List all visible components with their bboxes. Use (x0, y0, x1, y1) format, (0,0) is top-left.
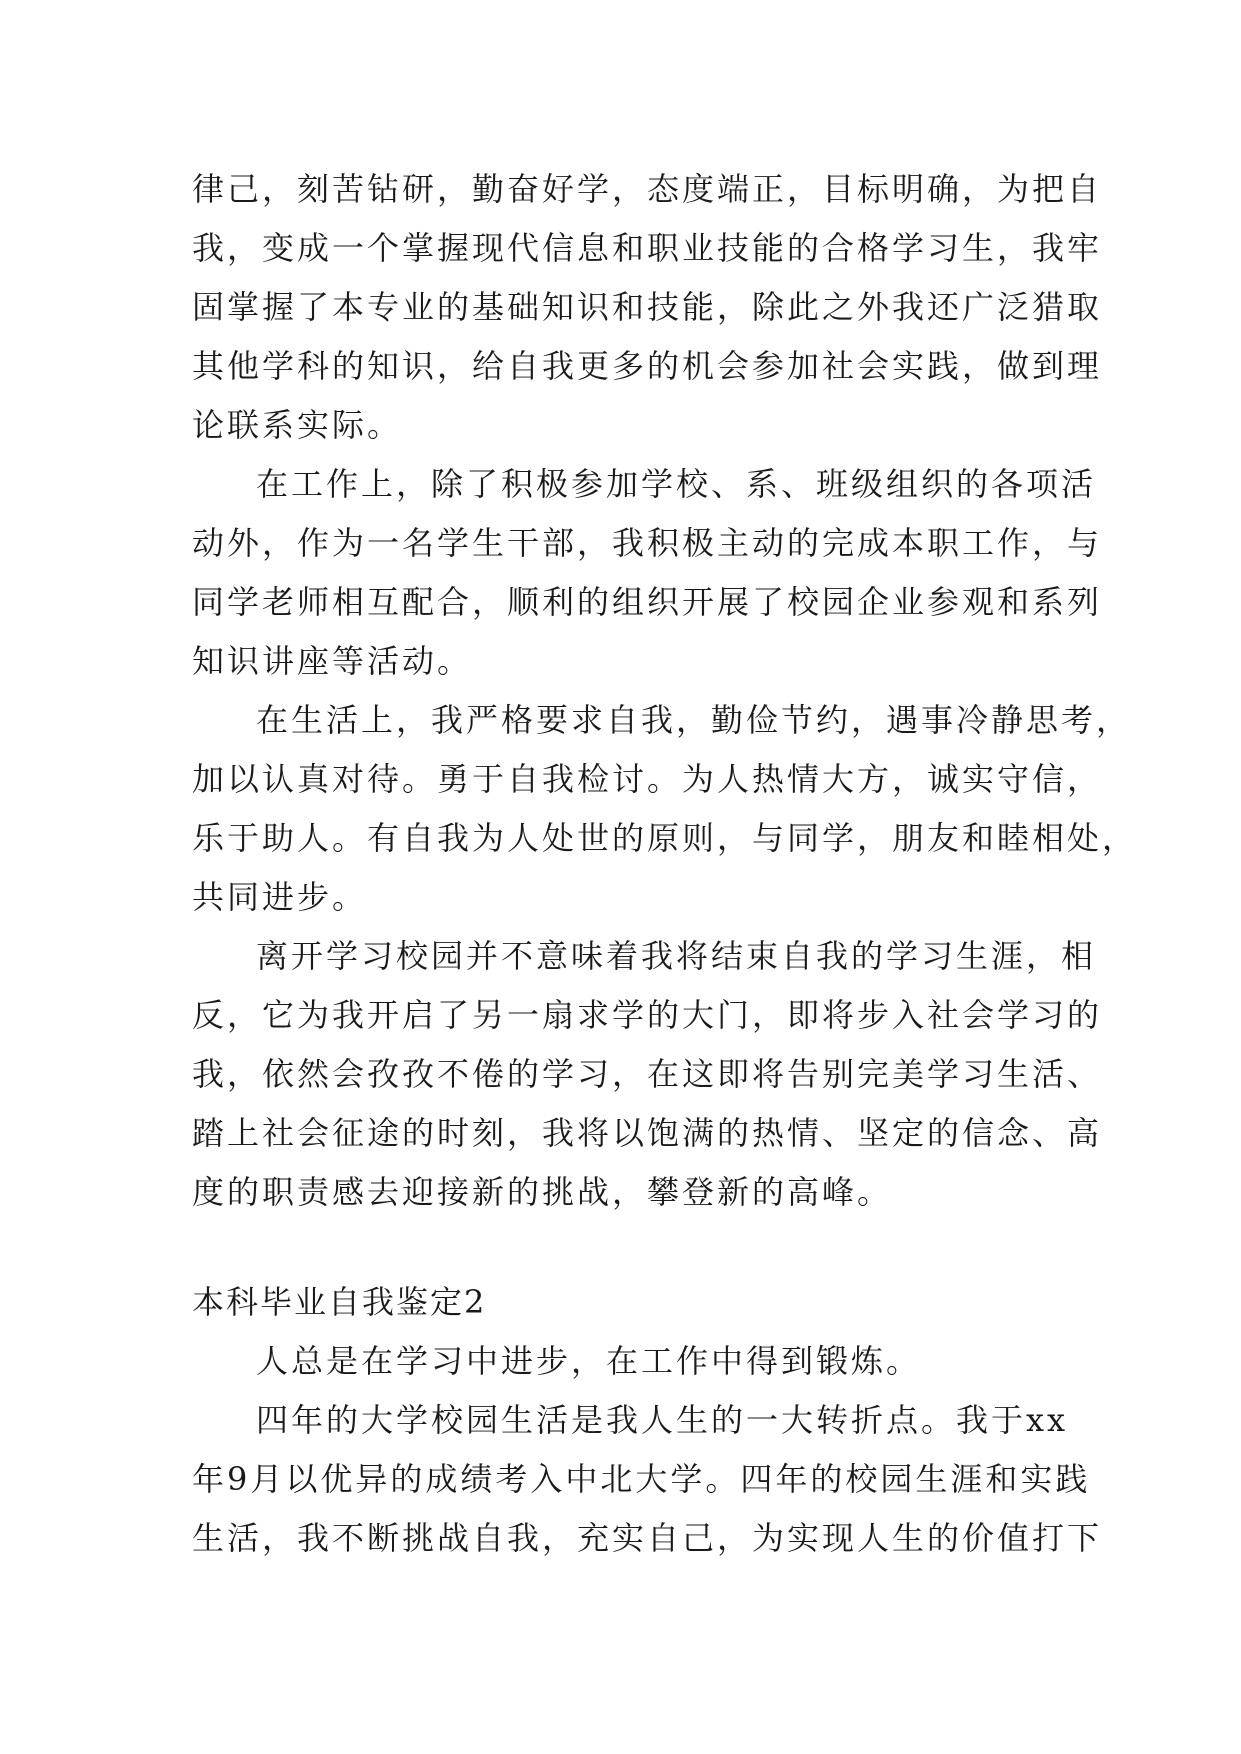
text-line: 论联系实际。 (192, 406, 403, 444)
text-line: 我，依然会孜孜不倦的学习，在这即将告别完美学习生活、 (192, 1055, 1103, 1093)
text-line: 乐于助人。有自我为人处世的原则，与同学，朋友和睦相处， (192, 819, 1138, 857)
text-line: 踏上社会征途的时刻，我将以饱满的热情、坚定的信念、高 (192, 1114, 1103, 1152)
text-line: 在生活上，我严格要求自我，勤俭节约，遇事冷静思考， (256, 701, 1132, 739)
text-line: 在工作上，除了积极参加学校、系、班级组织的各项活 (256, 465, 1097, 503)
paragraph (192, 160, 1103, 455)
paragraph (192, 1391, 1103, 1568)
text-line: 律己，刻苦钻研，勤奋好学，态度端正，目标明确，为把自 (192, 170, 1103, 208)
text-line: 度的职责感去迎接新的挑战，攀登新的高峰。 (192, 1173, 893, 1211)
paragraph (192, 691, 1138, 927)
text-line: 反，它为我开启了另一扇求学的大门，即将步入社会学习的 (192, 996, 1103, 1034)
text-line: 知识讲座等活动。 (192, 642, 473, 680)
text-line: 离开学习校园并不意味着我将结束自我的学习生涯，相 (256, 937, 1097, 975)
text-line: 人总是在学习中进步，在工作中得到锻炼。 (256, 1342, 922, 1380)
text-line: 四年的大学校园生活是我人生的一大转折点。我于xx (256, 1401, 1069, 1439)
text-line: 共同进步。 (192, 878, 368, 916)
document-body (192, 160, 1138, 1568)
paragraph (192, 927, 1103, 1222)
section-heading: 本科毕业自我鉴定2 (192, 1283, 487, 1321)
section-spacer (192, 1222, 1072, 1273)
text-line: 年9月以优异的成绩考入中北大学。四年的校园生涯和实践 (192, 1460, 1091, 1498)
text-line: 加以认真对待。勇于自我检讨。为人热情大方，诚实守信， (192, 760, 1103, 798)
text-line: 固掌握了本专业的基础知识和技能，除此之外我还广泛猎取 (192, 288, 1103, 326)
paragraph (192, 455, 1103, 691)
text-line: 同学老师相互配合，顺利的组织开展了校园企业参观和系列 (192, 583, 1103, 621)
text-line: 我，变成一个掌握现代信息和职业技能的合格学习生，我牢 (192, 229, 1103, 267)
text-line: 动外，作为一名学生干部，我积极主动的完成本职工作，与 (192, 524, 1103, 562)
text-line: 其他学科的知识，给自我更多的机会参加社会实践，做到理 (192, 347, 1103, 385)
paragraph (192, 1332, 1072, 1391)
text-line: 生活，我不断挑战自我，充实自己，为实现人生的价值打下 (192, 1519, 1103, 1557)
